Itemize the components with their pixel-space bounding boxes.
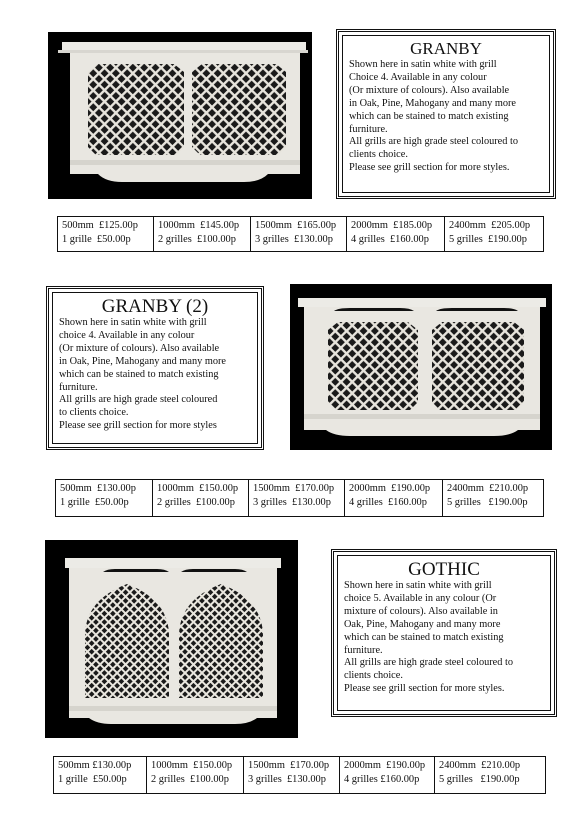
description-line: choice 4. Available in any colour: [59, 329, 195, 341]
grille-price: 5 grilles £190.00p: [439, 774, 520, 785]
product-title: GRANBY: [410, 39, 482, 58]
price-cell: [249, 480, 345, 516]
grille-price: 1 grille £50.00p: [58, 774, 127, 785]
size-price: 1000mm £150.00p: [157, 483, 239, 494]
size-price: 2000mm £185.00p: [351, 220, 433, 231]
description-line: (Or mixture of colours). Also available: [59, 342, 220, 354]
price-cell: [54, 757, 147, 793]
description-line: Please see grill section for more styles: [59, 420, 217, 432]
description-line: clients choice.: [344, 670, 403, 682]
grille-price: 3 grilles £130.00p: [248, 774, 326, 785]
product-photo-gothic: [45, 540, 298, 738]
price-cell: [251, 217, 347, 251]
grille-price: 4 grilles £160.00p: [344, 774, 420, 785]
price-cell: [244, 757, 340, 793]
price-table-gothic: [53, 756, 546, 794]
price-cell: [153, 480, 249, 516]
size-price: 1000mm £145.00p: [158, 220, 240, 231]
price-cell: [347, 217, 445, 251]
description-line: which can be stained to match existing: [59, 368, 219, 380]
grille-price: 5 grilles £190.00p: [447, 497, 528, 508]
size-price: 2400mm £210.00p: [439, 760, 521, 771]
price-cell: [445, 217, 543, 251]
description-line: (Or mixture of colours). Also available: [349, 84, 510, 96]
price-cell: [435, 757, 545, 793]
description-line: which can be stained to match existing: [349, 110, 509, 122]
size-price: 2000mm £190.00p: [349, 483, 431, 494]
description-line: Choice 4. Available in any colour: [349, 71, 487, 83]
description-line: Please see grill section for more styles.: [349, 162, 510, 174]
size-price: 2400mm £210.00p: [447, 483, 529, 494]
grille-price: 5 grilles £190.00p: [449, 234, 527, 245]
description-line: in Oak, Pine, Mahogany and many more: [349, 97, 517, 109]
description-line: Oak, Pine, Mahogany and many more: [344, 618, 501, 630]
price-table-granby-2: [55, 479, 544, 517]
price-cell: [58, 217, 154, 251]
price-table-granby: [57, 216, 544, 252]
description-line: furniture.: [59, 381, 98, 393]
size-price: 500mm £125.00p: [62, 220, 138, 231]
size-price: 1500mm £170.00p: [253, 483, 335, 494]
description-line: All grills are high grade steel coloured to: [344, 657, 513, 669]
radiator-cover-lattice-image: [290, 284, 552, 450]
grille-price: 1 grille £50.00p: [60, 497, 129, 508]
price-cell: [56, 480, 153, 516]
description-line: furniture.: [349, 123, 388, 135]
price-cell: [154, 217, 251, 251]
size-price: 500mm £130.00p: [58, 760, 132, 771]
grille-price: 1 grille £50.00p: [62, 234, 131, 245]
price-cell: [345, 480, 443, 516]
radiator-cover-gothic-arch-image: [45, 540, 298, 738]
product-description-gothic: [331, 549, 557, 717]
description-line: All grills are high grade steel coloured: [59, 394, 218, 406]
size-price: 2000mm £190.00p: [344, 760, 426, 771]
description-line: in Oak, Pine, Mahogany and many more: [59, 355, 227, 367]
grille-price: 3 grilles £130.00p: [255, 234, 333, 245]
description-line: Please see grill section for more styles.: [344, 683, 505, 695]
grille-price: 2 grilles £100.00p: [157, 497, 235, 508]
description-line: Shown here in satin white with grill: [344, 580, 492, 591]
size-price: 1000mm £150.00p: [151, 760, 233, 771]
grille-price: 2 grilles £100.00p: [151, 774, 229, 785]
product-photo-granby: [48, 32, 312, 199]
product-title: GOTHIC: [408, 559, 480, 580]
grille-price: 2 grilles £100.00p: [158, 234, 236, 245]
product-title: GRANBY (2): [101, 296, 209, 317]
description-line: mixture of colours). Also available in: [344, 605, 498, 617]
size-price: 1500mm £165.00p: [255, 220, 337, 231]
size-price: 1500mm £170.00p: [248, 760, 330, 771]
product-description-granby: [336, 29, 556, 199]
grille-price: 3 grilles £130.00p: [253, 497, 331, 508]
description-line: to clients choice.: [59, 407, 129, 419]
grille-price: 4 grilles £160.00p: [351, 234, 429, 245]
product-photo-granby-2: [290, 284, 552, 450]
description-line: clients choice.: [349, 149, 408, 161]
radiator-cover-lattice-image: [48, 32, 312, 199]
description-line: choice 5. Available in any colour (Or: [344, 592, 497, 604]
description-line: All grills are high grade steel coloured to: [349, 136, 518, 148]
description-line: Shown here in satin white with grill: [59, 317, 207, 328]
description-line: Shown here in satin white with grill: [349, 59, 497, 70]
price-cell: [147, 757, 244, 793]
grille-price: 4 grilles £160.00p: [349, 497, 427, 508]
size-price: 2400mm £205.00p: [449, 220, 531, 231]
description-line: furniture.: [344, 644, 383, 656]
size-price: 500mm £130.00p: [60, 483, 136, 494]
price-cell: [443, 480, 543, 516]
product-description-granby-2: [46, 286, 264, 450]
price-cell: [340, 757, 435, 793]
description-line: which can be stained to match existing: [344, 631, 504, 643]
